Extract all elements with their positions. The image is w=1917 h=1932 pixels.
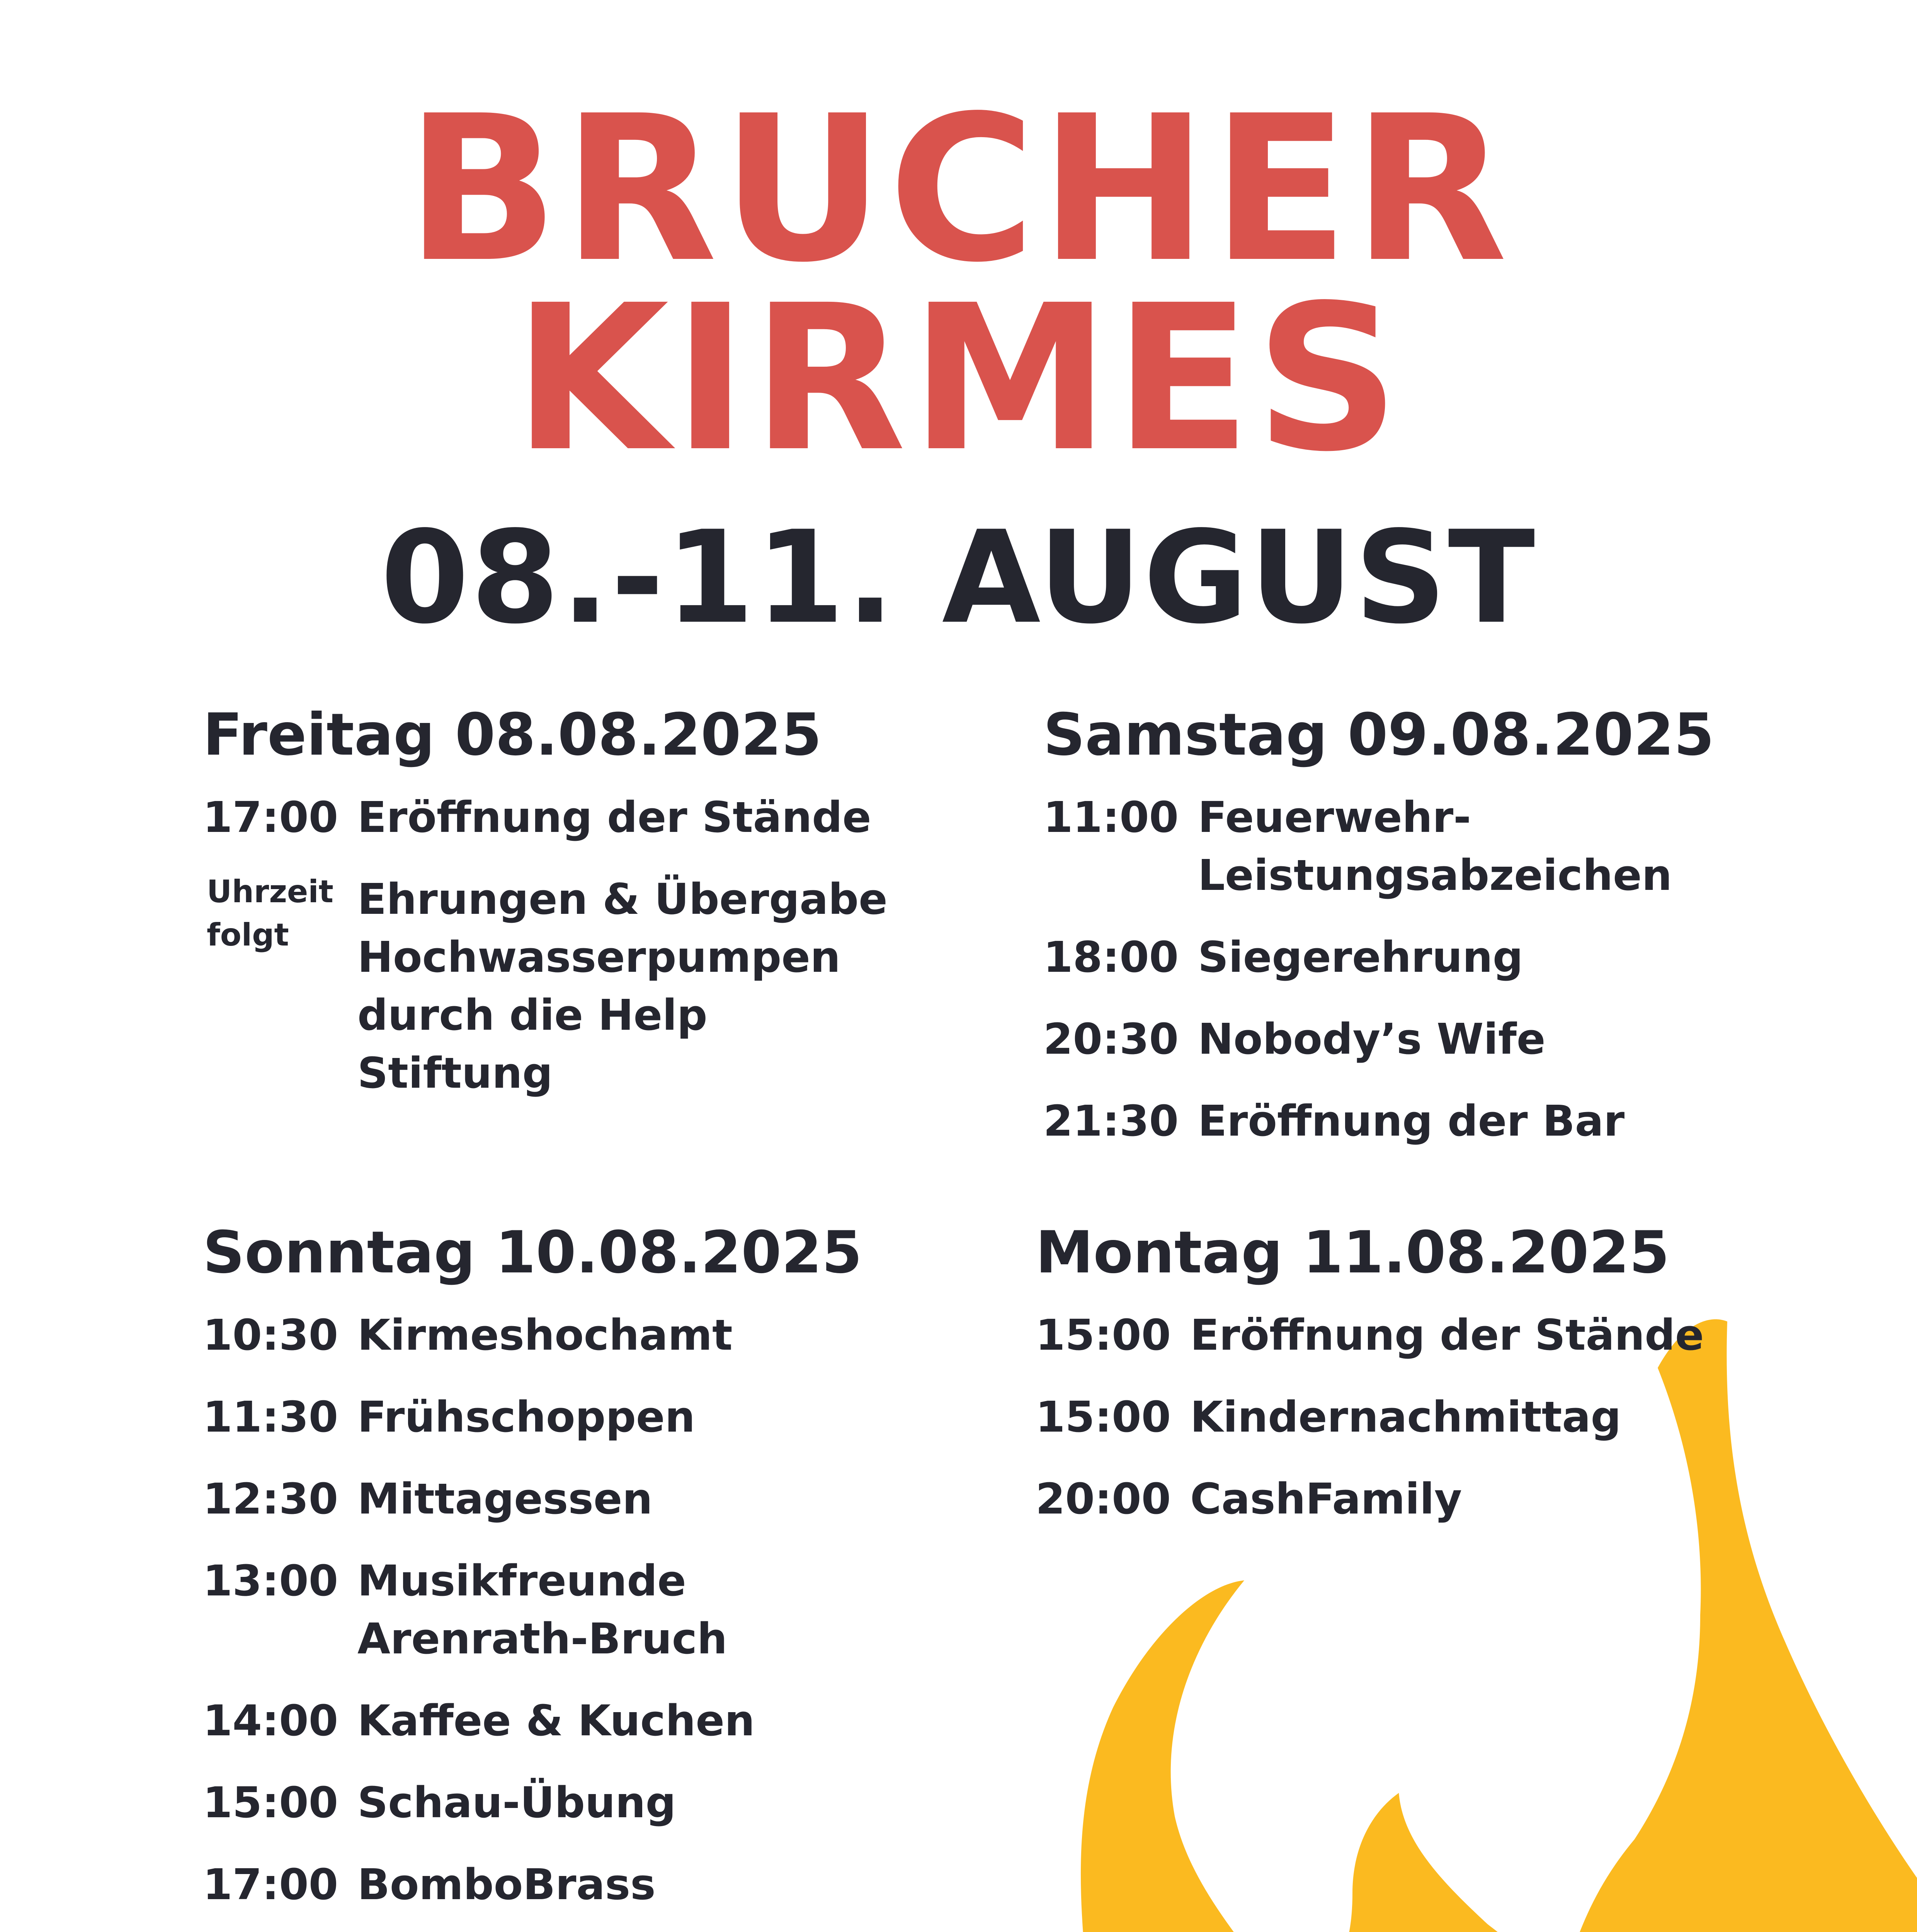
event-time: 15:00 — [1036, 1392, 1171, 1442]
event-time: 11:30 — [203, 1392, 338, 1442]
event-title: Kindernachmittag — [1190, 1392, 1621, 1442]
event-time: 17:00 — [203, 793, 338, 842]
event-time: 20:00 — [1036, 1474, 1171, 1524]
event-title: CashFamily — [1190, 1474, 1462, 1524]
day-monday — [1036, 1221, 1866, 1552]
event-title: Eröffnung der Stände — [1190, 1310, 1704, 1360]
schedule-item — [1036, 1470, 1866, 1528]
event-title: Kaffee & Kuchen — [357, 1696, 755, 1745]
day-sunday — [203, 1221, 976, 1932]
event-title: Nobody’s Wife — [1198, 1014, 1546, 1064]
schedule-item — [203, 1552, 976, 1668]
event-title: Musikfreunde Arenrath-Bruch — [357, 1556, 728, 1663]
schedule-item — [203, 1306, 976, 1364]
event-time: 18:00 — [1043, 932, 1179, 982]
event-time: 10:30 — [203, 1310, 338, 1360]
event-time: 20:30 — [1043, 1014, 1179, 1064]
event-time: 13:00 — [203, 1556, 338, 1605]
schedule-item — [203, 870, 976, 1102]
event-title: Feuerwehr-Leistungsabzeichen — [1198, 793, 1672, 900]
event-time: 14:00 — [203, 1696, 338, 1745]
event-title: Ehrungen & Übergabe Hochwasserpumpen durch die Help Stiftung — [357, 874, 888, 1098]
schedule-item — [203, 1774, 976, 1832]
day-heading: Freitag 08.08.2025 — [203, 701, 822, 769]
schedule-item — [1043, 1092, 1874, 1150]
schedule-item — [203, 1470, 976, 1528]
day-saturday — [1043, 703, 1874, 1174]
schedule-item — [1036, 1306, 1866, 1364]
event-title: BomboBrass — [357, 1860, 656, 1909]
schedule-item — [1043, 788, 1874, 904]
event-title: Siegerehrung — [1198, 932, 1523, 982]
event-time: 15:00 — [1036, 1310, 1171, 1360]
event-time: Uhrzeit folgt — [207, 874, 333, 953]
event-time: 11:00 — [1043, 793, 1179, 842]
day-heading: Samstag 09.08.2025 — [1043, 701, 1715, 769]
schedule-item — [203, 1388, 976, 1446]
event-title: Frühschoppen — [357, 1392, 695, 1442]
schedule-item — [203, 1855, 976, 1913]
day-heading: Sonntag 10.08.2025 — [203, 1219, 862, 1286]
event-dates: 08.-11. AUGUST — [380, 503, 1537, 652]
event-title: Mittagessen — [357, 1474, 653, 1524]
event-title: Eröffnung der Stände — [357, 793, 871, 842]
event-title: Schau-Übung — [357, 1778, 676, 1827]
event-time: 17:00 — [203, 1860, 338, 1909]
day-friday — [203, 703, 976, 1126]
event-title: Kirmeshochamt — [357, 1310, 733, 1360]
event-time: 21:30 — [1043, 1096, 1179, 1146]
schedule-item — [1036, 1388, 1866, 1446]
day-heading: Montag 11.08.2025 — [1036, 1219, 1670, 1286]
schedule-item — [1043, 928, 1874, 986]
schedule-item — [1043, 1010, 1874, 1068]
schedule-item — [203, 1692, 976, 1750]
event-time: 15:00 — [203, 1778, 338, 1827]
event-time: 12:30 — [203, 1474, 338, 1524]
event-title: Eröffnung der Bar — [1198, 1096, 1625, 1146]
title-line-1: BRUCHER — [405, 72, 1512, 306]
schedule-item — [203, 788, 976, 846]
title-line-2: KIRMES — [513, 262, 1404, 496]
